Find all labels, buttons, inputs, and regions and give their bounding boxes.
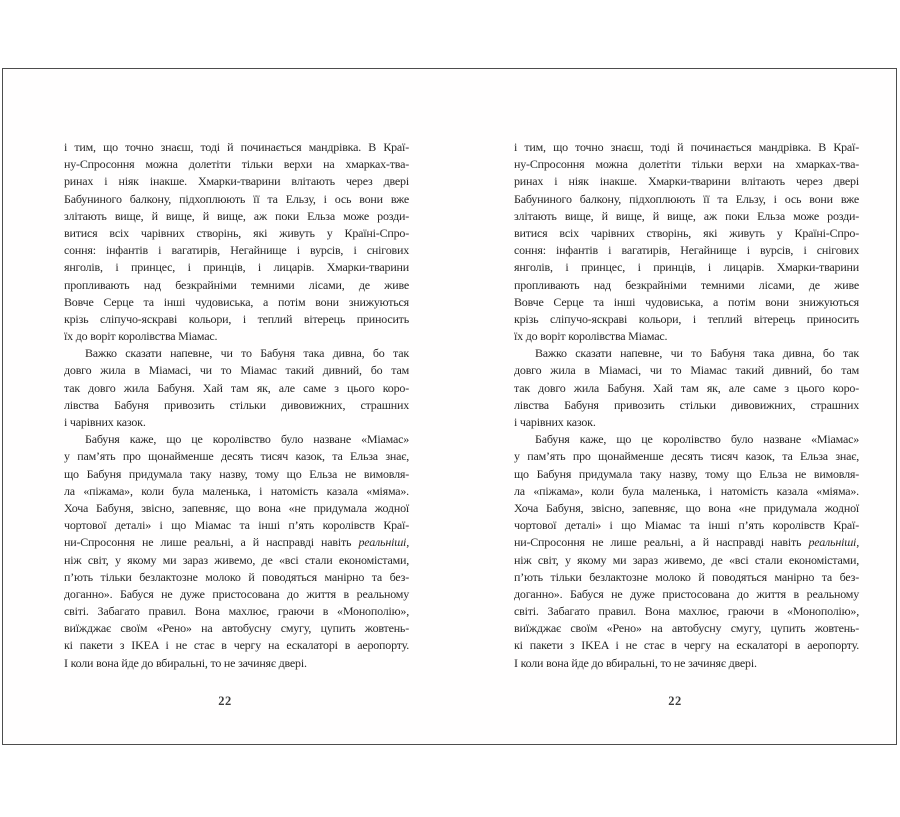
text-line: Важко сказати напевне, чи то Бабуня така дивна, бо так: [535, 346, 859, 361]
text-line: і чарівних казок.: [64, 415, 146, 429]
text-line: п’ють тільки безлактозне молоко й поводяться манірно та без-: [64, 569, 409, 584]
text-line: крізь сліпучо-яскраві кольори, і теплий вітерець приносить: [514, 311, 859, 326]
text-line: кі пакети з IKEA і не стає в чергу на ескалаторі в аеропорту.: [64, 638, 409, 653]
text-line: Бабуня каже, що це королівство було назване «Міамас»: [535, 432, 859, 447]
text-line: і тим, що точно знаєш, тоді й починається мандрівка. В Краї-: [64, 140, 409, 154]
page-number-left: 22: [218, 694, 232, 708]
text-line: ніж світ, у якому ми зараз живемо, де «всі стали економістами,: [64, 552, 409, 567]
text-line: так довго жила Бабуня. Хай там як, але саме з цього коро-: [514, 380, 859, 395]
text-line: так довго жила Бабуня. Хай там як, але саме з цього коро-: [64, 380, 409, 395]
text-line: І коли вона йде до вбиральні, то не зачиняє двері.: [64, 655, 307, 670]
text-line: світі. Забагато правил. Вона махлює, граючи в «Монополію»,: [64, 604, 409, 619]
text-line: злітають вище, й вище, й вище, аж поки Ельза може розди-: [64, 208, 409, 223]
text-line: довго жила в Міамасі, чи то Міамас такий дивний, бо там: [64, 363, 409, 378]
text-line: виїжджає своїм «Рено» на автобусну смугу, цупить жовтень-: [514, 621, 859, 636]
text-line: соння: інфантів і вагатирів, Негайнище і вурсів, і снігових: [64, 243, 409, 258]
text-line: що Бабуня придумала таку назву, тому що Ельза не вимовля-: [64, 466, 409, 481]
text-line: ну-Спросоння можна долетіти тільки верхи на хмарках-тва-: [514, 157, 859, 172]
text-line: Вовче Серце та інші чудовиська, а потім вони знижуються: [64, 294, 409, 309]
text-line: І коли вона йде до вбиральні, то не зачиняє двері.: [514, 655, 757, 670]
text-line: у пам’ять про щонайменше десять тисяч казок, та Ельза знає,: [514, 449, 859, 464]
text-line: виїжджає своїм «Рено» на автобусну смугу, цупить жовтень-: [64, 621, 409, 636]
text-line: і тим, що точно знаєш, тоді й починається мандрівка. В Краї-: [514, 140, 859, 154]
text-line: лівства Бабуня привозить стільки дивовижних, страшних: [514, 397, 859, 412]
text-line: пропливають над безкрайніми темними лісами, де живе: [64, 277, 409, 292]
text-line: і чарівних казок.: [514, 415, 596, 429]
text-line: Хоча Бабуня, звісно, запевняє, що вона «не придумала жодної: [64, 500, 409, 515]
text-line: ла «піжама», коли була маленька, і натомість казала «міяма».: [514, 483, 859, 498]
text-line: у пам’ять про щонайменше десять тисяч казок, та Ельза знає,: [64, 449, 409, 464]
text-column-left: [64, 139, 409, 672]
text-line: крізь сліпучо-яскраві кольори, і теплий вітерець приносить: [64, 311, 409, 326]
text-line: їх до воріт королівства Міамас.: [64, 329, 218, 344]
text-line: довго жила в Міамасі, чи то Міамас такий дивний, бо там: [514, 363, 859, 378]
text-line: Вовче Серце та інші чудовиська, а потім вони знижуються: [514, 294, 859, 309]
text-line: доганно». Бабуся не дуже пристосована до життя в реальному: [514, 586, 859, 601]
text-line: їх до воріт королівства Міамас.: [514, 329, 668, 344]
text-line: злітають вище, й вище, й вище, аж поки Ельза може розди-: [514, 208, 859, 223]
text-line: ла «піжама», коли була маленька, і натомість казала «міяма».: [64, 483, 409, 498]
text-line: кі пакети з IKEA і не стає в чергу на ескалаторі в аеропорту.: [514, 638, 859, 653]
text-line: витися всіх чарівних створінь, які живуть у Країні-Спро-: [64, 225, 409, 240]
text-line: ринах і ніяк інакше. Хмарки-тварини влітають через двері: [64, 174, 409, 189]
page-number-right: 22: [668, 694, 682, 708]
text-line: Бабуниного балкону, підхоплюють її та Ельзу, і ось вони вже: [64, 191, 409, 206]
text-line: соння: інфантів і вагатирів, Негайнище і вурсів, і снігових: [514, 243, 859, 258]
text-line: Бабуня каже, що це королівство було назване «Міамас»: [85, 432, 409, 447]
text-line: ни-Спросоння не лише реальні, а й насправді навіть реальніші,: [514, 535, 859, 550]
text-line: Бабуниного балкону, підхоплюють її та Ельзу, і ось вони вже: [514, 191, 859, 206]
text-column-right: [514, 139, 859, 672]
text-line: доганно». Бабуся не дуже пристосована до життя в реальному: [64, 586, 409, 601]
text-line: світі. Забагато правил. Вона махлює, граючи в «Монополію»,: [514, 604, 859, 619]
text-line: ніж світ, у якому ми зараз живемо, де «всі стали економістами,: [514, 552, 859, 567]
text-line: ни-Спросоння не лише реальні, а й насправді навіть реальніші,: [64, 535, 409, 550]
text-line: янголів, і принцес, і принців, і лицарів. Хмарки-тварини: [514, 260, 859, 275]
text-line: лівства Бабуня привозить стільки дивовижних, страшних: [64, 397, 409, 412]
text-line: пропливають над безкрайніми темними лісами, де живе: [514, 277, 859, 292]
text-line: п’ють тільки безлактозне молоко й поводяться манірно та без-: [514, 569, 859, 584]
text-line: ринах і ніяк інакше. Хмарки-тварини влітають через двері: [514, 174, 859, 189]
text-line: Важко сказати напевне, чи то Бабуня така дивна, бо так: [85, 346, 409, 361]
text-line: витися всіх чарівних створінь, які живуть у Країні-Спро-: [514, 225, 859, 240]
text-line: янголів, і принцес, і принців, і лицарів. Хмарки-тварини: [64, 260, 409, 275]
text-line: ну-Спросоння можна долетіти тільки верхи на хмарках-тва-: [64, 157, 409, 172]
text-line: Хоча Бабуня, звісно, запевняє, що вона «не придумала жодної: [514, 500, 859, 515]
text-line: що Бабуня придумала таку назву, тому що Ельза не вимовля-: [514, 466, 859, 481]
text-line: чортової деталі» і що Міамас та інші п’ять королівств Краї-: [64, 518, 409, 533]
text-line: чортової деталі» і що Міамас та інші п’ять королівств Краї-: [514, 518, 859, 533]
